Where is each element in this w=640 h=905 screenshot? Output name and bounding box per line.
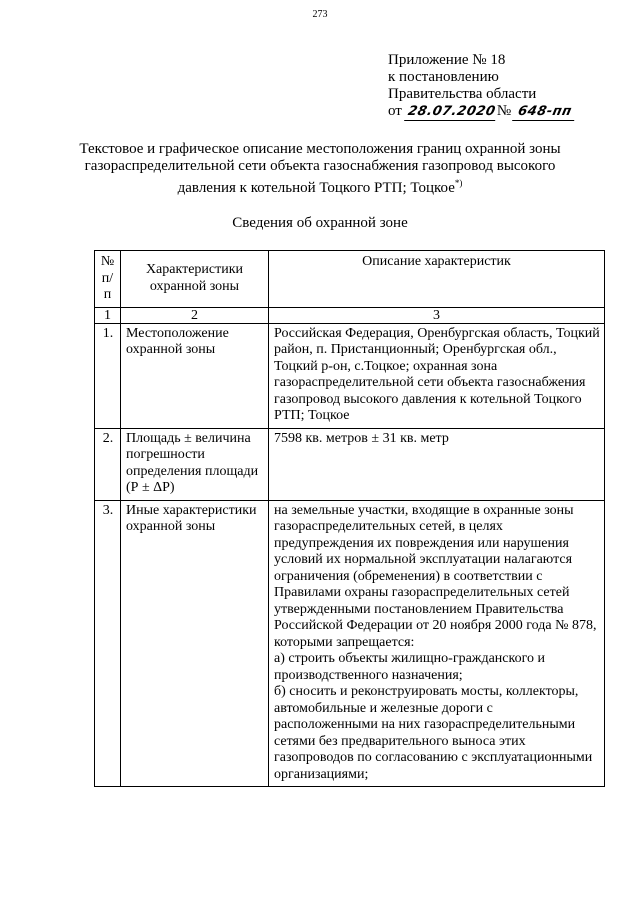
handwritten-date: 28.07.2020	[404, 103, 499, 121]
handwritten-number: 648-пп	[512, 103, 577, 121]
appendix-government: Правительства области	[388, 86, 537, 102]
appendix-block	[388, 52, 576, 121]
row-characteristic: Площадь ± величина погрешности определения площади (Р ± ΔР)	[121, 428, 269, 500]
table-index-row	[95, 307, 605, 323]
index-cell-2: 2	[121, 307, 269, 323]
description-item-a: а) строить объекты жилищно-гражданского и производственного назначения;	[274, 651, 545, 683]
document-title	[70, 141, 570, 197]
appendix-date-prefix: от	[388, 103, 402, 119]
appendix-number: Приложение № 18	[388, 52, 506, 68]
protection-zone-table	[94, 250, 605, 787]
description-main: на земельные участки, входящие в охранные зоны газораспределительных сетей, в целях предупреждения их повреждения или нарушения условий их нормальной эксплуатации налагаются ограничения (обременения) в соответствии с Правилами охраны газораспределительных сетей утвержденными постановлением Правительства Российской Федерации от 20 ноября 2000 года № 878, которыми запрещается:	[274, 502, 597, 650]
appendix-date-line	[388, 103, 576, 121]
table-row	[95, 428, 605, 500]
row-number: 2.	[95, 428, 121, 500]
row-number: 3.	[95, 500, 121, 787]
table-row	[95, 500, 605, 787]
footnote-mark: *)	[454, 178, 463, 188]
header-number: № п/п	[95, 251, 121, 308]
title-line-3: давления к котельной Тоцкого РТП; Тоцкое*)	[177, 178, 463, 196]
table-row	[95, 323, 605, 428]
row-number: 1.	[95, 323, 121, 428]
row-characteristic: Иные характеристики охранной зоны	[121, 500, 269, 787]
number-sign: №	[496, 103, 512, 119]
page-number: 273	[312, 9, 328, 20]
header-description: Описание характеристик	[269, 251, 605, 308]
row-description: Российская Федерация, Оренбургская область, Тоцкий район, п. Пристанционный; Оренбургская обл., Тоцкий р-он, с.Тоцкое; охранная зона газораспределительной сети объекта газоснабжения газопровод высокого давления к котельной Тоцкого РТП; Тоцкое	[269, 323, 605, 428]
table-header-row	[95, 251, 605, 308]
section-subtitle: Сведения об охранной зоне	[232, 215, 408, 231]
description-item-b: б) сносить и реконструировать мосты, коллекторы, автомобильные и железные дороги с расположенными на них газораспределительными сетями без предварительного выноса этих газопроводов по согласованию с эксплуатационными организациями;	[274, 684, 593, 782]
row-description: 7598 кв. метров ± 31 кв. метр	[269, 428, 605, 500]
appendix-resolution: к постановлению	[388, 69, 499, 85]
index-cell-3: 3	[269, 307, 605, 323]
index-cell-1: 1	[95, 307, 121, 323]
title-line-2: газораспределительной сети объекта газоснабжения газопровод высокого	[84, 158, 556, 174]
header-characteristic: Характеристики охранной зоны	[121, 251, 269, 308]
row-characteristic: Местоположение охранной зоны	[121, 323, 269, 428]
title-line-1: Текстовое и графическое описание местоположения границ охранной зоны	[79, 141, 561, 157]
row-description	[269, 500, 605, 787]
